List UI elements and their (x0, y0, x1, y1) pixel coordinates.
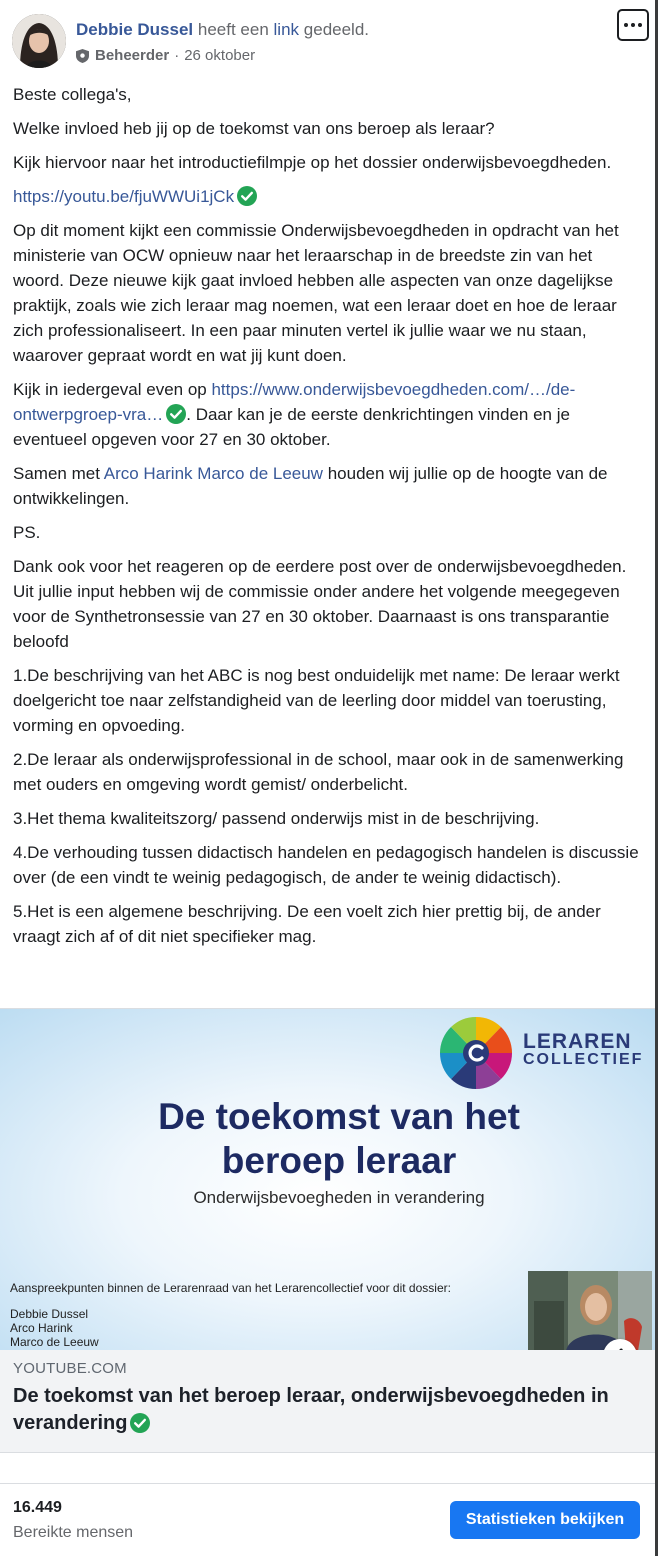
ps: PS. (13, 523, 41, 542)
reach-count: 16.449 (13, 1499, 62, 1516)
youtube-link[interactable]: https://youtu.be/fjuWWUi1jCk (13, 187, 235, 206)
video-thumbnail[interactable] (0, 1009, 655, 1350)
site-link-paragraph (13, 377, 643, 452)
contact-name: Arco Harink (10, 1321, 73, 1335)
more-options-button[interactable] (617, 9, 649, 41)
together-prefix: Samen met (13, 464, 100, 483)
post-header (12, 12, 642, 70)
verified-check-icon (130, 1413, 150, 1433)
thanks: Dank ook voor het reageren op de eerdere post over de onderwijsbevoegdheden. Uit jullie input hebben wij de commissie onder andere het volgende meegegeven voor de Synthetronsessie van 27 en 30 oktober. Daarnaast is ons transparantie beloofd (13, 557, 627, 651)
youtube-link-paragraph (13, 184, 643, 209)
post-insights (0, 1483, 655, 1553)
list-item: 2.De leraar als onderwijsprofessional in de school, maar ook in de samenwerking met ouders en omgeving wordt gemist/ onderbelicht. (13, 750, 624, 794)
thumbnail-title-line-2: beroep leraar (221, 1140, 457, 1181)
together-paragraph (13, 461, 643, 511)
colleague-link-arco[interactable]: Arco Harink (103, 464, 193, 483)
more-options-icon-dot (638, 23, 642, 27)
reach-label: Bereikte mensen (13, 1524, 134, 1541)
avatar[interactable] (12, 14, 66, 68)
logo-line-2: COLLECTIEF (523, 1051, 644, 1068)
thumbnail-contacts (10, 1281, 451, 1349)
more-options-icon-dot (631, 23, 635, 27)
link-title[interactable] (13, 1383, 642, 1437)
contacts-heading: Aanspreekpunten binnen de Lerarenraad van het Lerarencollectief voor dit dossier: (10, 1281, 451, 1295)
greeting: Beste collega's, (13, 85, 132, 104)
list-item: 5.Het is een algemene beschrijving. De een voelt zich hier prettig bij, de ander vraagt zich af of dit niet specifieker mag. (13, 902, 601, 946)
contact-name: Debbie Dussel (10, 1307, 89, 1321)
intro: Kijk hiervoor naar het introductiefilmpje op het dossier onderwijsbevoegdheden. (13, 153, 612, 172)
admin-shield-icon (76, 49, 89, 63)
post-date[interactable]: 26 oktober (184, 47, 256, 64)
view-insights-button[interactable]: Statistieken bekijken (450, 1501, 640, 1539)
list-item: 1.De beschrijving van het ABC is nog best onduidelijk met name: De leraar werkt doelgericht toe naar zelfstandigheid van de leerling door middel van toerusting, vorming en opvoeding. (13, 666, 620, 735)
together-suffix: houden wij jullie op de hoogte van de ontwikkelingen. (13, 464, 608, 508)
logo-wordmark (523, 1030, 644, 1069)
post-action-line (76, 20, 369, 40)
link-title-text: De toekomst van het beroep leraar, onderwijsbevoegdheden in verandering (13, 1385, 609, 1434)
link-meta[interactable] (0, 1350, 655, 1453)
thumbnail-title (0, 1095, 655, 1183)
post-body (13, 82, 643, 958)
action-suffix: gedeeld. (303, 20, 370, 39)
lerarencollectief-logo-icon (436, 1015, 516, 1091)
list-item: 4.De verhouding tussen didactisch handelen en pedagogisch handelen is discussie over (de een vindt te weinig pedagogisch, de ander te weinig didactisch). (13, 843, 639, 887)
logo-line-1: LERAREN (523, 1030, 632, 1053)
link-preview[interactable] (0, 1008, 655, 1452)
question: Welke invloed heb jij op de toekomst van ons beroep als leraar? (13, 119, 495, 138)
verified-check-icon (166, 404, 186, 424)
meta-separator: · (174, 47, 180, 64)
post-meta (76, 47, 369, 64)
thumbnail-subtitle: Onderwijsbevoegheden in verandering (193, 1188, 485, 1207)
author-name[interactable]: Debbie Dussel (76, 20, 194, 39)
check-prefix: Kijk in iedergeval even op (13, 380, 207, 399)
presenter-photo (528, 1271, 652, 1350)
colleague-link-marco[interactable]: Marco de Leeuw (197, 464, 323, 483)
more-options-icon (624, 23, 628, 27)
action-prefix: heeft een (197, 20, 269, 39)
context: Op dit moment kijkt een commissie Onderwijsbevoegdheden in opdracht van het ministerie van OCW opnieuw naar het leraarschap in de breedste zin van het woord. Deze nieuwe kijk gaat invloed hebben alle aspecten van onze dagelijkse praktijk, zoals wie zich leraar mag noemen, wat een leraar doet en hoe de leraar zich professionaliseert. In een paar minuten vertel ik jullie waar we nu staan, waarover gepraat wordt en wat jij kunt doen. (13, 221, 619, 365)
contacts-names (10, 1307, 451, 1349)
check-suffix: . Daar kan je de eerste denkrichtingen vinden en je eventueel opgeven voor 27 en 30 oktober. (13, 405, 570, 449)
link-domain: YOUTUBE.COM (13, 1360, 127, 1377)
post-header-text (76, 20, 369, 64)
presenter-image (528, 1271, 652, 1350)
role-badge: Beheerder (95, 47, 170, 64)
verified-check-icon (237, 186, 257, 206)
site-link[interactable]: https://www.onderwijsbevoegdheden.com/…/de-ontwerpgroep-vra… (13, 380, 576, 424)
thumbnail-title-line-1: De toekomst van het (158, 1096, 520, 1137)
list-item: 3.Het thema kwaliteitszorg/ passend onderwijs mist in de beschrijving. (13, 809, 540, 828)
contact-name: Marco de Leeuw (10, 1335, 99, 1349)
action-link[interactable]: link (273, 20, 300, 39)
avatar-image (12, 14, 66, 68)
